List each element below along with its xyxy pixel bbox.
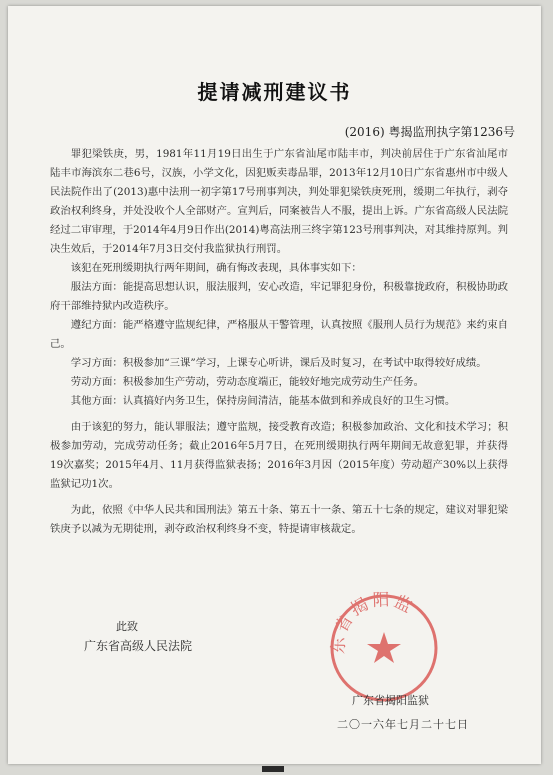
recipient-court: 广东省高级人民法院 [84, 639, 193, 653]
document-page [8, 6, 541, 764]
closing-line: 此致 [116, 620, 138, 633]
document-title: 提请减刑建议书 [197, 80, 352, 104]
paragraph-labor: 劳动方面：积极参加生产劳动，劳动态度端正，能较好地完成劳动生产任务。 [70, 376, 425, 388]
document-number: (2016) 粤揭监刑执字第1236号 [344, 125, 515, 139]
paragraph-law-compliance: 服法方面：能提高思想认识，服法服判，安心改造，牢记罪犯身份，积极靠拢政府，积极协助政府干部维持狱内改造秩序。 [50, 281, 508, 312]
paragraph-recommendation: 为此，依照《中华人民共和国刑法》第五十条、第五十一条、第五十七条的规定，建议对罪犯梁铁庚予以减为无期徒刑，剥夺政治权利终身不变，特提请审核裁定。 [50, 504, 508, 535]
closing-salutation [98, 616, 138, 638]
document-body [50, 145, 508, 539]
paragraph-discipline: 遵纪方面：能严格遵守监规纪律，严格服从干警管理，认真按照《服刑人员行为规范》来约束自己。 [50, 319, 508, 350]
issuing-authority: 广东省揭阳监狱 [352, 694, 429, 707]
page-edge-mark [262, 766, 284, 772]
paragraph-other: 其他方面：认真搞好内务卫生，保持房间清洁，能基本做到和养成良好的卫生习惯。 [70, 395, 456, 407]
paragraph-offender-info: 罪犯梁铁庚，男，1981年11月19日出生于广东省汕尾市陆丰市，判决前居住于广东省汕尾市陆丰市海滨东二巷6号，汉族，小学文化，因犯贩卖毒品罪，2013年12月10日广东省惠州市中级人民法院作出了(2013)惠中法刑一初字第17号刑事判决，判处罪犯梁铁庚死刑，缓期二年执行，剥夺政治权利终身，并处没收个人全部财产。宣判后，同案被告人不服，提出上诉。广东省高级人民法院经过二审审理，于2014年4月9日作出(2014)粤高法刑三终字第123号刑事判决，对其维持原判。判决生效后，于2014年7月3日交付我监狱执行刑罚。 [50, 148, 508, 255]
paragraph-summary: 由于该犯的努力，能认罪服法；遵守监规，接受教育改造；积极参加政治、文化和技术学习；积极参加劳动，完成劳动任务；截止2016年5月7日，在死刑缓期执行两年期间无故意犯罪，并获得19次嘉奖；2015年4月、11月获得监狱表扬；2016年3月因（2015年度）劳动超产30%以上获得监狱记功1次。 [50, 421, 508, 490]
seal-text: 东省揭阳监 [328, 590, 418, 655]
issue-date: 二〇一六年七月二十七日 [337, 718, 469, 731]
paragraph-study: 学习方面：积极参加“三课”学习，上课专心听讲，课后及时复习，在考试中取得较好成绩。 [70, 357, 487, 369]
seal-star-icon [367, 632, 401, 663]
official-seal-stamp [324, 588, 444, 708]
paragraph-intro-facts: 该犯在死刑缓期执行两年期间，确有悔改表现，具体事实如下： [70, 262, 362, 274]
